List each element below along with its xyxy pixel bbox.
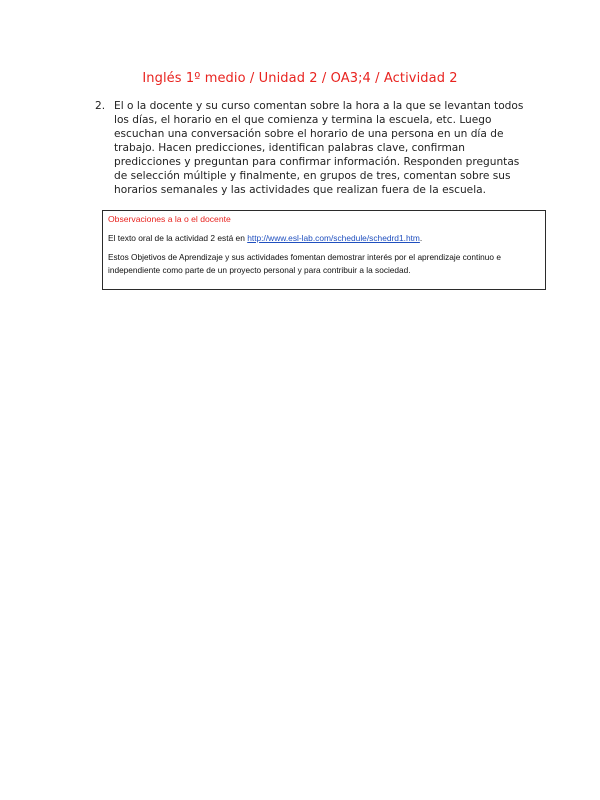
activity-item [95, 99, 527, 197]
audio-source-link[interactable]: http://www.esl-lab.com/schedule/schedrd1.htm [247, 233, 420, 243]
page-title: Inglés 1º medio / Unidad 2 / OA3;4 / Actividad 2 [142, 71, 458, 86]
notes-title: Observaciones a la o el docente [108, 214, 231, 224]
notes-audio-line [108, 232, 540, 244]
activity-number: 2. [95, 100, 106, 112]
activity-text: El o la docente y su curso comentan sobre la hora a la que se levantan todos los días, el horario en el que comienza y termina la escuela, etc. Luego escuchan una conversación sobre el horario de una persona en un día de trabajo. Hacen predicciones, identifican palabras clave, confirman predicciones y preguntan para confirmar información. Responden preguntas de selección múltiple y finalmente, en grupos de tres, comentan sobre sus horarios semanales y las actividades que realizan fuera de la escuela. [114, 100, 524, 196]
teacher-notes-box [102, 210, 546, 290]
notes-objectives-paragraph: Estos Objetivos de Aprendizaje y sus actividades fomentan demostrar interés por el aprendizaje continuo e independiente como parte de un proyecto personal y para contribuir a la sociedad. [108, 252, 501, 275]
notes-audio-suffix: . [419, 233, 423, 243]
notes-audio-text: El texto oral de la actividad 2 está en [108, 233, 248, 243]
